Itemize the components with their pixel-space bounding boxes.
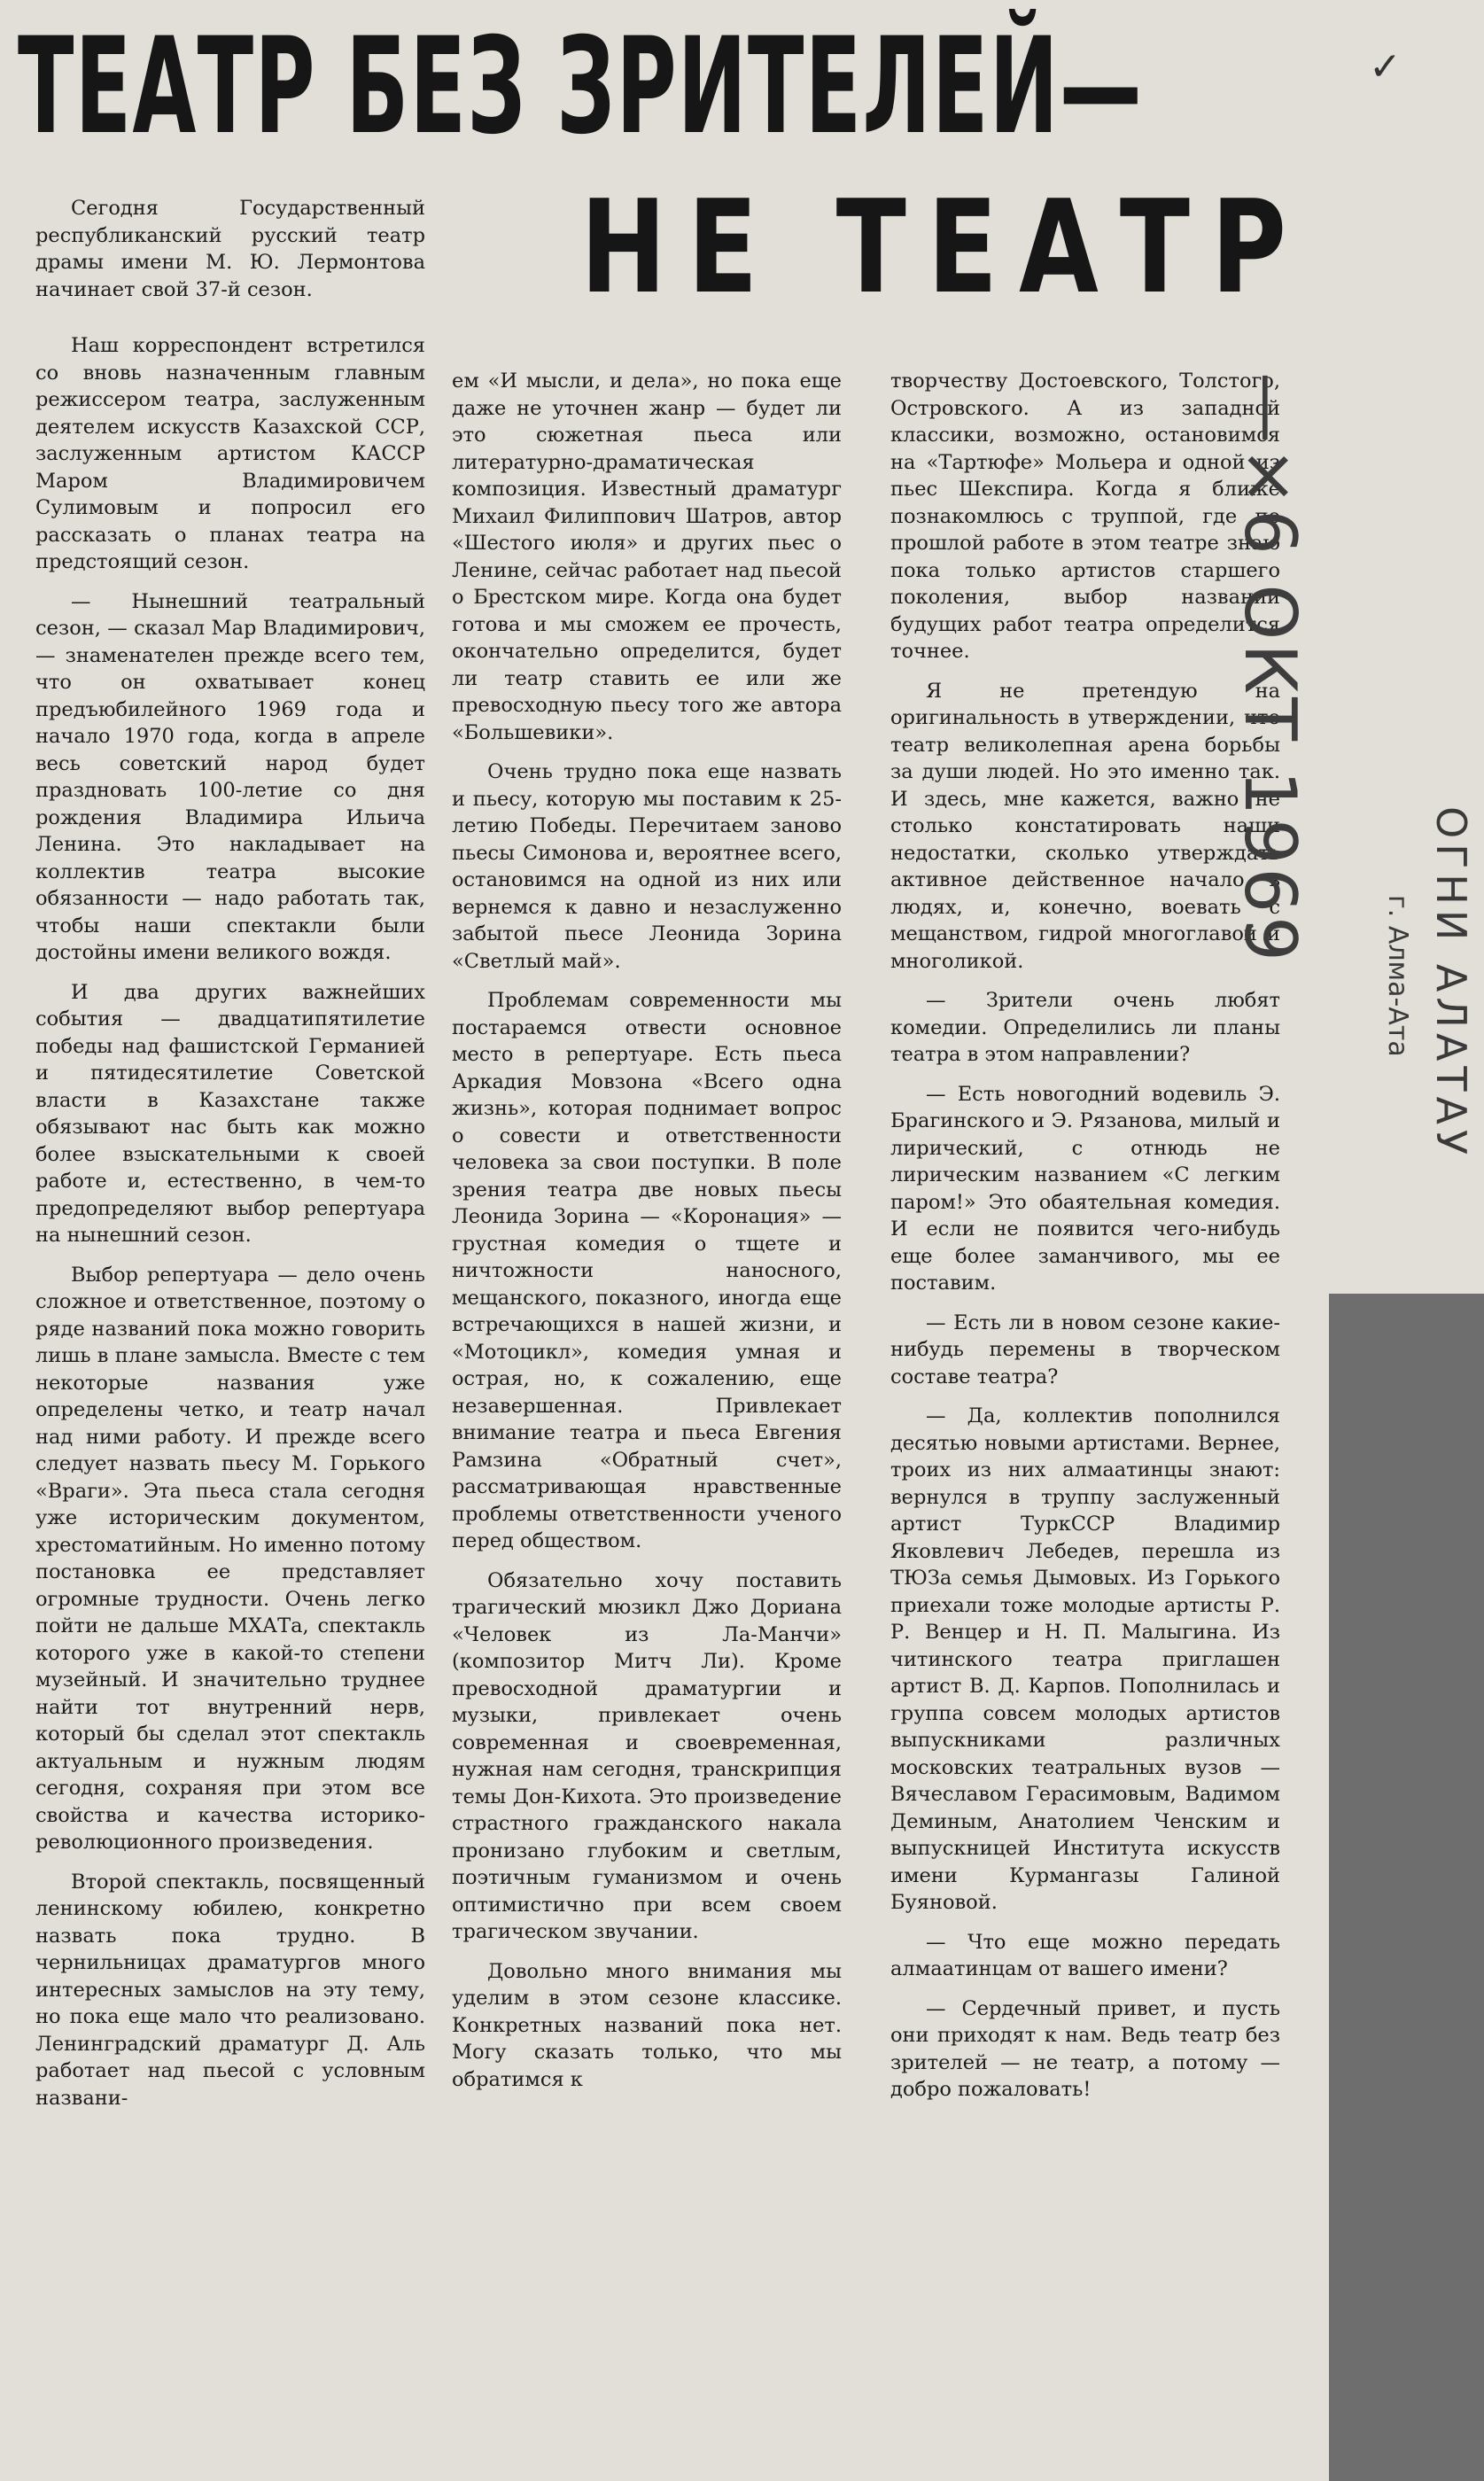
date-stamp: —×6 ОКТ 1969 — [1229, 372, 1311, 966]
paragraph: Проблемам современности мы постараемся отвести основное место в репертуаре. Есть пьеса Аркадия Мовзона «Всего одна жизнь», которая поднимает вопрос о совести и ответственности человека за свои поступки. В поле зрения театра две новых пьесы Леонида Зорина — «Коронация» — грустная комедия о тщете и ничтожности наносного, мещанского, показного, иногда еще встречающихся в нашей жизни, и «Мотоцикл», комедия умная и острая, но, к сожалению, еще незавершенная. Привлекает внимание театра и пьеса Евгения Рамзина «Обратный счет», рассматривающая нравственные проблемы ответственности ученого перед обществом. — [452, 989, 842, 1552]
paragraph: — Есть новогодний водевиль Э. Брагинского и Э. Рязанова, милый и лирический, с отнюдь не лирическим названием «С легким паром!» Это обаятельная комедия. И если не появится чего-нибудь еще более заманчивого, мы ее поставим. — [890, 1082, 1280, 1295]
paragraph: Очень трудно пока еще назвать и пьесу, которую мы поставим к 25-летию Победы. Перечитаем заново пьесы Симонова и, вероятнее всего, остановимся на одной из них или вернемся к давно и незаслуженно забытой пьесе Леонида Зорина «Светлый май». — [452, 760, 842, 973]
paragraph: Наш корреспондент встретился со вновь назначенным главным режиссером театра, заслуженным деятелем искусств Казахской ССР, заслуженным артистом КАССР Маром Владимировичем Сулимовым и попросил его рассказать о планах театра на предстоящий сезон. — [35, 334, 425, 573]
check-mark-icon: ✓ — [1369, 44, 1402, 89]
paragraph: Я не претендую на оригинальность в утверждении, что театр великолепная арена борьбы за души людей. Но это именно так. И здесь, мне кажется, важно не столько констатировать наши недостатки, сколько утверждать активное действенное начало в людях, и, конечно, воевать с мещанством, гидрой многоглавой и многоликой. — [890, 679, 1280, 973]
headline-line-1: ТЕАТР БЕЗ ЗРИТЕЛЕЙ— — [18, 10, 1143, 164]
paragraph: — Сердечный привет, и пусть они приходят к нам. Ведь театр без зрителей — не театр, а потому — добро пожаловать! — [890, 1996, 1280, 2101]
paragraph: Выбор репертуара — дело очень сложное и ответственное, поэтому о ряде названий пока можно говорить лишь в плане замысла. Вместе с тем некоторые названия уже определены четко, и театр начал над ними работу. И прежде всего следует назвать пьесу М. Горького «Враги». Эта пьеса стала сегодня уже историческим документом, хрестоматийным. Но именно потому постановка ее представляет огромные трудности. Очень легко пойти не дальше МХАТа, спектакль которого уже в какой-то степени музейный. И значительно труднее найти тот внутренний нерв, который бы сделал этот спектакль актуальным и нужным людям сегодня, сохраняя при этом все свойства и качества историко-революционного произведения. — [35, 1263, 425, 1854]
paragraph: ем «И мысли, и дела», но пока еще даже не уточнен жанр — будет ли это сюжетная пьеса или литературно-драматическая композиция. Известный драматург Михаил Филиппович Шатров, автор «Шестого июля» и других пьес о Ленине, сейчас работает над пьесой о Брестском мире. Когда она будет готова и мы сможем ее прочесть, окончательно определится, будет ли театр ставить ее или же превосходную пьесу того же автора «Большевики». — [452, 369, 842, 744]
newspaper-city: г. Алма-Ата — [1382, 895, 1413, 1057]
column-1 — [35, 195, 425, 315]
paragraph: Довольно много внимания мы уделим в этом сезоне классике. Конкретных названий пока нет. Могу сказать только, что мы обратимся к — [452, 1959, 842, 2091]
paragraph: Сегодня Государственный республиканский русский театр драмы имени М. Ю. Лермонтова начинает свой 37-й сезон. — [35, 197, 425, 301]
column-2 — [452, 368, 842, 2105]
paragraph: Второй спектакль, посвященный ленинскому юбилею, конкретно назвать пока трудно. В чернильницах драматургов много интересных замыслов на эту тему, но пока еще мало что реализовано. Ленинградский драматург Д. Аль работает над пьесой с условным названи- — [35, 1870, 425, 2110]
headline-line-2: НЕ ТЕАТР — [580, 173, 1308, 323]
paragraph: творчеству Достоевского, Толстого, Островского. А из западной классики, возможно, остановимся на «Тартюфе» Мольера и одной из пьес Шекспира. Когда я ближе познакомлюсь с труппой, где по прошлой работе в этом театре знаю пока только артистов старшего поколения, выбор названий будущих работ театра определится точнее. — [890, 369, 1280, 663]
paragraph: — Да, коллектив пополнился десятью новыми артистами. Вернее, троих из них алмаатинцы знают: вернулся в труппу заслуженный артист ТуркССР Владимир Яковлевич Лебедев, перешла из ТЮЗа семья Дымовых. Из Горького приехали тоже молодые артисты Р. Р. Венцер и Н. П. Малыгина. Из читинского театра приглашен артист В. Д. Карпов. Пополнилась и группа совсем молодых артистов выпускниками различных московских театральных вузов — Вячеславом Герасимовым, Вадимом Деминым, Анатолием Ченским и выпускницей Института искусств имени Курмангазы Галиной Буяновой. — [890, 1404, 1280, 1914]
column-1-body — [35, 332, 425, 2124]
column-3 — [890, 368, 1280, 2116]
newspaper-name: ОГНИ АЛАТАУ — [1427, 806, 1475, 1161]
paragraph: И два других важнейших события — двадцатипятилетие победы над фашистской Германией и пятидесятилетие Советской власти в Казахстане также обязывают нас быть как можно более взыскательными к своей работе и, естественно, в чем-то предопределяют выбор репертуара на нынешний сезон. — [35, 980, 425, 1247]
paragraph: — Зрители очень любят комедии. Определились ли планы театра в этом направлении? — [890, 989, 1280, 1066]
paragraph: — Нынешний театральный сезон, — сказал Мар Владимирович, — знаменателен прежде всего тем, что он охватывает конец предъюбилейного 1969 года и начало 1970 года, когда в апреле весь советский народ будет праздновать 100-летие со дня рождения Владимира Ильича Ленина. Это накладывает на коллектив театра высокие обязанности — надо работать так, чтобы наши спектакли были достойны имени великого вождя. — [35, 589, 425, 964]
paragraph: — Что еще можно передать алмаатинцам от вашего имени? — [890, 1930, 1280, 1980]
paragraph: — Есть ли в новом сезоне какие-нибудь перемены в творческом составе театра? — [890, 1310, 1280, 1388]
paragraph: Обязательно хочу поставить трагический мюзикл Джо Дориана «Человек из Ла-Манчи» (композитор Митч Ли). Кроме превосходной драматургии и музыки, привлекает очень современная и своевременная, нужная нам сегодня, транскрипция темы Дон-Кихота. Это произведение страстного гражданского накала пронизано глубоким и светлым, поэтичным гуманизмом и очень оптимистично при всем своем трагическом звучании. — [452, 1568, 842, 1943]
